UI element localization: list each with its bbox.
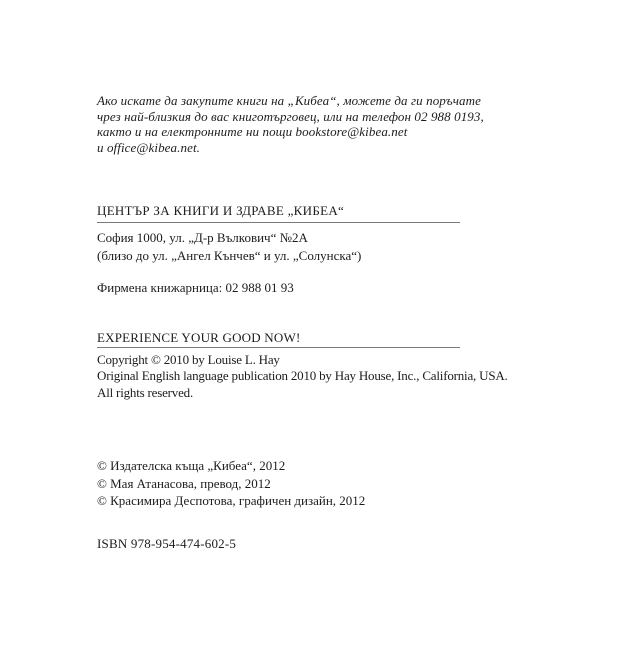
section-divider-rule	[97, 347, 460, 348]
rights-reserved-line: All rights reserved.	[97, 385, 194, 400]
isbn-line: ISBN 978-954-474-602-5	[97, 536, 237, 551]
original-title-heading: EXPERIENCE YOUR GOOD NOW!	[97, 330, 301, 345]
ordering-note-line-2: чрез най-близкия до вас книготърговец, или на телефон 02 988 0193,	[97, 108, 484, 124]
publisher-credit-line: © Издателска къща „Кибеа“, 2012	[97, 458, 286, 473]
ordering-note-line-3: както и на електронните ни пощи bookstore@kibea.net	[97, 124, 408, 139]
address-line-1: София 1000, ул. „Д-р Вълкович“ №2А	[97, 230, 308, 245]
ordering-note	[97, 93, 484, 155]
designer-credit-line: © Красимира Деспотова, графичен дизайн, 2012	[97, 493, 366, 508]
publication-line: Original English language publication 2010 by Hay House, Inc., California, USA.	[97, 368, 508, 383]
book-center-heading: ЦЕНТЪР ЗА КНИГИ И ЗДРАВЕ „КИБЕА“	[97, 203, 345, 218]
bookstore-phone-line: Фирмена книжарница: 02 988 01 93	[97, 280, 294, 295]
ordering-note-line-1: Ако искате да закупите книги на „Кибеа“, можете да ги поръчате	[97, 93, 482, 108]
address-line-2: (близо до ул. „Ангел Кънчев“ и ул. „Солунска“)	[97, 248, 362, 263]
section-divider-rule	[97, 222, 460, 223]
translator-credit-line: © Мая Атанасова, превод, 2012	[97, 475, 271, 491]
ordering-note-line-4: и office@kibea.net.	[97, 139, 201, 155]
copyright-line: Copyright © 2010 by Louise L. Hay	[97, 352, 280, 367]
edition-credits	[97, 457, 365, 510]
